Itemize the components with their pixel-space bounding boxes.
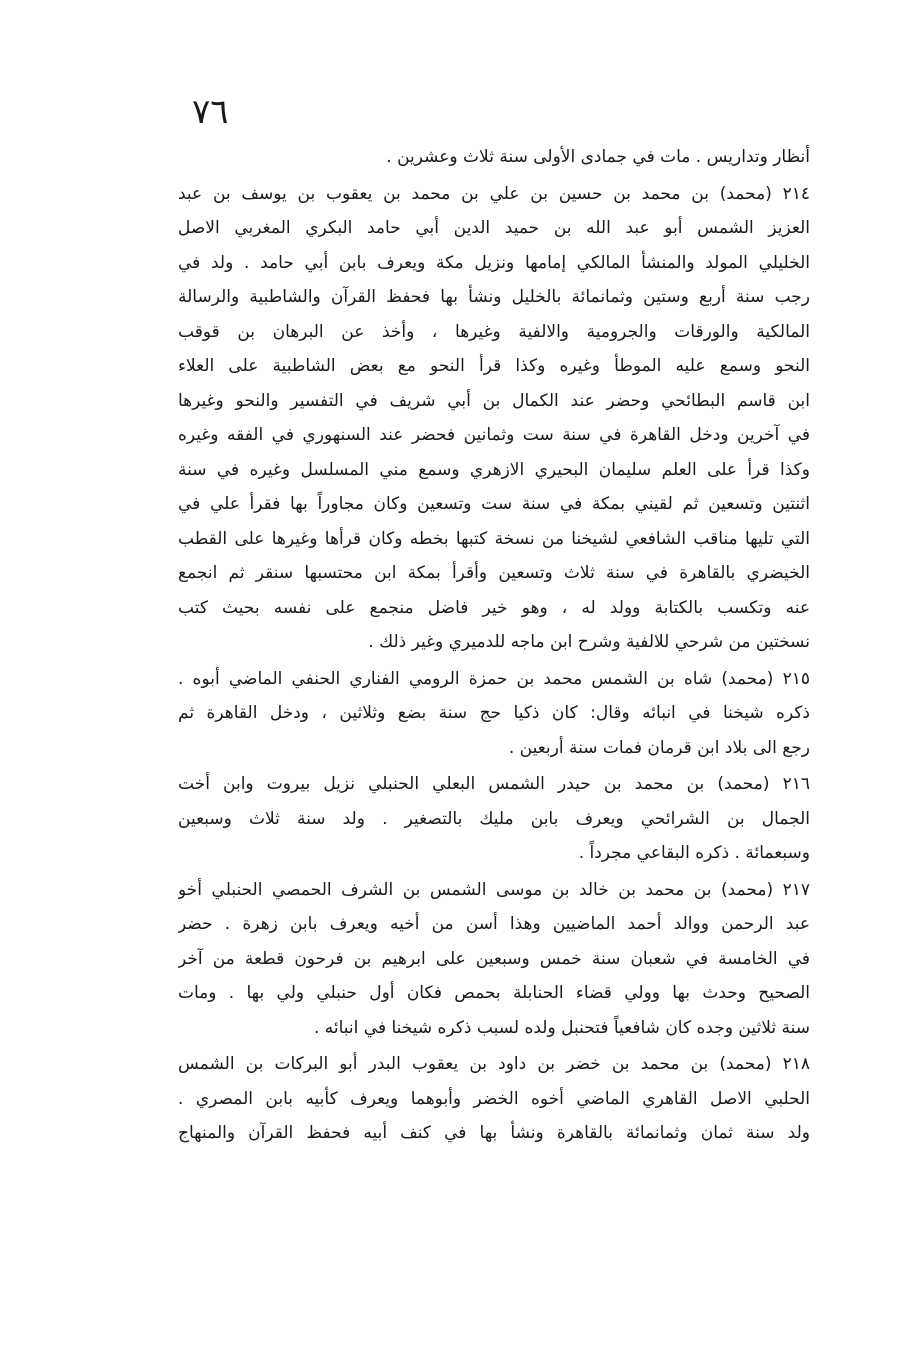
text-line: رجع الى بلاد ابن قرمان فمات سنة أربعين .	[508, 737, 810, 758]
text-line: وكذا قرأ على العلم سليمان البحيري الازهري وسمع مني المسلسل وغيره في سنة	[178, 459, 810, 480]
text-line: عنه وتكسب بالكتابة وولد له ، وهو خير فاضل منجمع على نفسه بحيث كتب	[178, 597, 810, 618]
text-line: الصحيح وحدث بها وولي قضاء الحنابلة بحمص فكان أول حنبلي ولي بها . ومات	[178, 983, 810, 1003]
text-line: ولد سنة ثمان وثمانمائة بالقاهرة ونشأ بها في كنف أبيه فحفظ القرآن والمنهاج	[178, 1123, 810, 1143]
text-line: الجمال بن الشرائحي ويعرف بابن مليك بالتصغير . ولد سنة ثلاث وسبعين	[178, 808, 810, 829]
text-line: نسختين من شرحي للالفية وشرح ابن ماجه للدميري وغير ذلك .	[368, 632, 810, 652]
text-line: الحلبي الاصل القاهري الماضي أخوه الخضر وأبوهما ويعرف كأبيه بابن المصري .	[178, 1088, 810, 1109]
text-line: ذكره شيخنا في انبائه وقال: كان ذكيا حج سنة بضع وثلاثين ، ودخل القاهرة ثم	[178, 703, 810, 723]
entry-214-line: ٢١٤ (محمد) بن محمد بن حسين بن علي بن محمد بن يعقوب بن يوسف بن عبد	[178, 183, 810, 204]
entry-215-line: ٢١٥ (محمد) شاه بن الشمس محمد بن حمزة الرومي الفناري الحنفي الماضي أبوه .	[178, 668, 810, 689]
text-line: التي تليها مناقب الشافعي لشيخنا من نسخة كتبها بخطه وكان قرأها وغيرها على القطب	[178, 528, 810, 549]
text-line: المالكية والورقات والجرومية والالفية وغيرها ، وأخذ عن البرهان بن قوقب	[178, 321, 810, 342]
text-line: العزيز الشمس أبو عبد الله بن حميد الدين أبي حامد البكري المغربي الاصل	[178, 218, 810, 238]
entry-217-line: ٢١٧ (محمد) بن محمد بن خالد بن موسى الشمس بن الشرف الحمصي الحنبلي أخو	[178, 879, 810, 900]
text-line: أنظار وتداريس . مات في جمادى الأولى سنة ثلاث وعشرين .	[386, 147, 810, 167]
text-line: في آخرين ودخل القاهرة في سنة ست وثمانين فحضر عند السنهوري في الفقه وغيره	[178, 425, 810, 445]
text-line: سنة ثلاثين وجده كان شافعياً فتحنبل ولده لسبب ذكره شيخنا في انبائه .	[313, 1017, 810, 1038]
page-number: ٧٦	[192, 92, 229, 132]
body-text	[178, 140, 810, 1151]
entry-218-line: ٢١٨ (محمد) بن محمد بن خضر بن داود بن يعقوب البدر أبو البركات بن الشمس	[178, 1054, 810, 1074]
text-line: الخليلي المولد والمنشأ المالكي إمامها ونزيل مكة ويعرف بابن أبي حامد . ولد في	[178, 252, 810, 273]
text-line: عبد الرحمن ووالد أحمد الماضيين وهذا أسن من أخيه ويعرف بابن زهرة . حضر	[178, 914, 810, 934]
text-line: رجب سنة أربع وستين وثمانمائة بالخليل ونشأ بها فحفظ القرآن والشاطبية والرسالة	[178, 287, 810, 307]
text-line: الخيضري بالقاهرة في سنة ثلاث وتسعين وأقرأ بمكة ابن محتسبها سنقر ثم انجمع	[178, 563, 810, 583]
text-line: في الخامسة في شعبان سنة خمس وسبعين على ابرهيم بن فرحون قطعة من آخر	[178, 948, 810, 969]
text-line: النحو وسمع عليه الموطأ وغيره وكذا قرأ النحو مع بعض الشاطبية على العلاء	[178, 356, 810, 376]
text-line: وسبعمائة . ذكره البقاعي مجرداً .	[578, 843, 810, 863]
text-line: ابن قاسم البطائحي وحضر عند الكمال بن أبي شريف في التفسير والنحو وغيرها	[178, 390, 810, 411]
text-line: اثنتين وتسعين ثم لقيني بمكة في سنة ست وتسعين وكان مجاوراً بها فقرأ علي في	[178, 494, 810, 514]
entry-216-line: ٢١٦ (محمد) بن محمد بن حيدر الشمس البعلي الحنبلي نزيل بيروت وابن أخت	[178, 774, 810, 794]
